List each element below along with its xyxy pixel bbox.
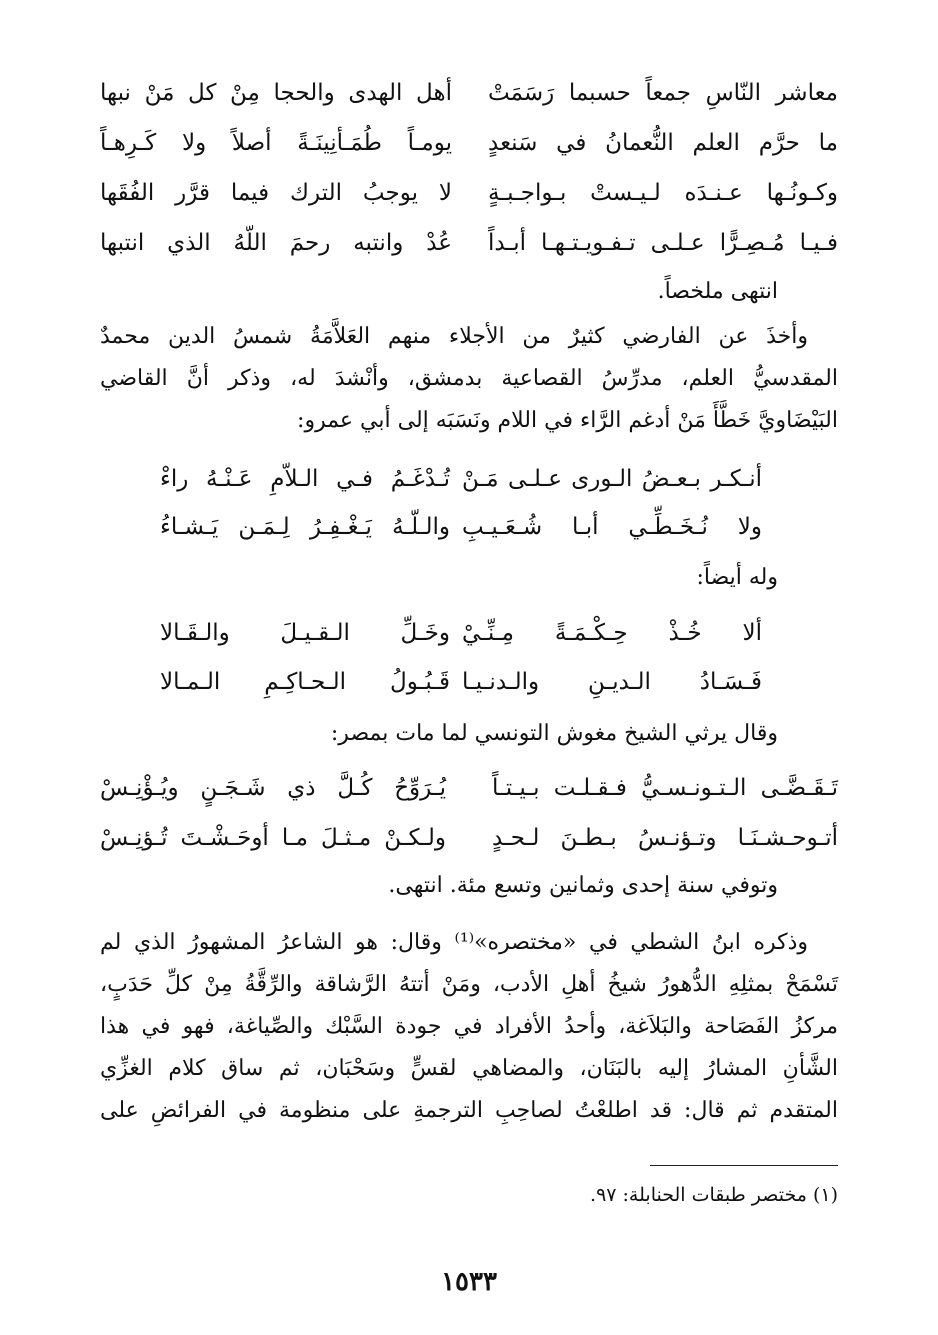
text-line: وذكره ابنُ الشطي في «مختصره»⁽¹⁾ وقال: هو الشاعرُ المشهورُ الذي لم [100,930,809,955]
verse-first-hemistich: ولا نُـخَـطِّـي أبـا شُـعَـيـبِ [462,514,762,540]
verse-line [100,68,838,118]
verse-second-hemistich: ولـكـنْ مـثـلَ مـا أوحَـشْـتَ تُـؤنِـسْ [100,825,446,851]
page-number: ١٥٣٣ [441,1267,497,1297]
verse-second-hemistich: وخَـلِّ الـقـيـلَ والـقَـالا [160,620,450,646]
verse-first-hemistich: تَـقَـضَّـى الـتـونـسـيُّ فـقـلـت بـيـتـاً [492,775,838,801]
verse-first-hemistich: ما حرَّم العلم النُّعمانُ في سَنعدٍ [488,130,838,156]
text-line: وقال يرثي الشيخ مغوش التونسي لما مات بمصر: [330,721,778,746]
verse-second-hemistich: لا يوجبُ الترك فيما قرَّر الفُقَها [100,180,452,206]
text-line: المقدسيُّ العلم، مدرِّسُ القصاعية بدمشق، وأنْشدَ له، وذكر أنَّ القاضي [100,366,838,391]
verse-line [100,657,838,707]
verse-first-hemistich: أتـوحـشـنَـا وتـؤنـسُ بـطـنَ لـحـدٍ [492,825,838,851]
verse-second-hemistich: يُـرَوِّحُ كُـلَّ ذي شَـجَـنٍ ويُـؤْنِـسْ [100,775,446,801]
verse-second-hemistich: عُدْ وانتبه رحمَ اللّهُ الذي انتبها [100,230,452,256]
text-line: المتقدم ثم قال: قد اطلعْتُ لصاحِبِ الترجمةِ على منظومة في الفرائضِ على [100,1098,838,1123]
verse-first-hemistich: فـيـا مُـصِـرًّا عـلـى تـفـويـتـهـا أبـداً [488,230,838,256]
verse-line [100,763,838,813]
section-label: وله أيضاً: [696,565,778,590]
verse-second-hemistich: قَـبُـولُ الـحـاكِـمِ الـمـالا [160,669,450,695]
text-line: انتهى ملخصاً. [657,279,778,304]
verse-first-hemistich: أنـكـر بـعـضُ الـورى عـلـى مَـنْ [462,466,762,492]
verse-line [100,168,838,218]
verse-second-hemistich: تُـدْغَـمُ فـي الـلاّمِ عَـنْـهُ راءْ [160,466,450,492]
verse-first-hemistich: معاشر النّاسِ جمعاً حسبما رَسَمَتْ [488,80,838,106]
text-line: مركزُ الفَصَاحة والبَلاَغة، وأحدُ الأفراد في جودة السَّبْك والصِّياغة، فهو في هذا [100,1014,838,1039]
verse-line [100,608,838,658]
verse-second-hemistich: والـلّـهُ يَـغْـفِـرُ لِـمَـن يَـشـاءُ [160,514,450,540]
verse-line [100,218,838,268]
footnote-divider [650,1165,838,1166]
verse-line [100,813,838,863]
text-line: الشَّأنِ المشارُ إليه بالبَنَان، والمضاهي لقسٍّ وسَحْبَان، ثم ساق كلام الغزِّي [100,1056,838,1081]
verse-line [100,118,838,168]
footnote: (١) مختصر طبقات الحنابلة: ٩٧. [590,1184,838,1206]
text-line: تَسْمَحْ بمثلِهِ الدُّهورُ شيخُ أهلِ الأدب، ومَنْ أتتهُ الرَّشاقة والرِّقَّةُ مِنْ كلِّ حَدَبٍ، [100,972,838,997]
verse-line [100,502,838,552]
verse-second-hemistich: يومـاً طُمَـأنِينَـةً أصلاً ولا كَـرِهـاً [100,130,452,156]
text-line: وأخذَ عن الفارضي كثيرٌ من الأجلاء منهم العَلاَّمَةُ شمسُ الدين محمدٌ [100,324,808,349]
verse-first-hemistich: فَـسَـادُ الـديـنِ والـدنـيـا [462,669,762,695]
text-line: البَيْضَاويَّ خَطَّأَ مَنْ أدغم الرَّاء في اللام ونَسَبَه إلى أبي عمرو: [297,408,838,433]
verse-first-hemistich: وكـونُـها عـنـدَه لـيـستْ بـواجـبـةٍ [488,180,838,206]
text-line: وتوفي سنة إحدى وثمانين وتسع مئة. انتهى. [388,873,778,898]
verse-second-hemistich: أهل الهدى والحجا مِنْ كل مَنْ نبها [100,80,452,106]
verse-first-hemistich: ألا خُـذْ حِـكْـمَـةً مِـنِّـيْ [462,620,762,646]
verse-line [100,454,838,504]
